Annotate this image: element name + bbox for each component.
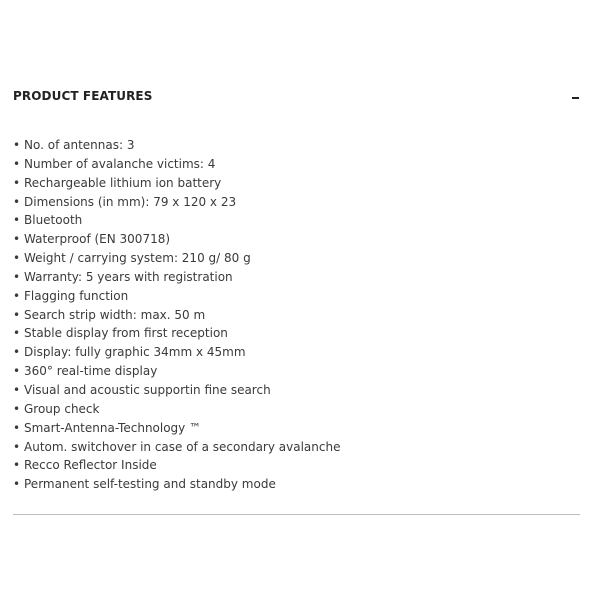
bullet-icon: • [13, 213, 21, 228]
bullet-icon: • [13, 420, 21, 435]
bullet-icon: • [13, 156, 21, 171]
features-list [13, 136, 340, 494]
feature-text: Smart-Antenna-Technology ™ [24, 420, 202, 435]
feature-list-item [13, 287, 340, 306]
feature-text: Number of avalanche victims: 4 [24, 156, 216, 171]
feature-list-item [13, 475, 340, 494]
bullet-icon: • [13, 364, 21, 379]
bullet-icon: • [13, 288, 21, 303]
feature-text: Dimensions (in mm): 79 x 120 x 23 [24, 194, 237, 209]
feature-text: Warranty: 5 years with registration [24, 269, 233, 284]
feature-text: Autom. switchover in case of a secondary avalanche [24, 439, 341, 454]
feature-text: Search strip width: max. 50 m [24, 307, 206, 322]
feature-text: No. of antennas: 3 [24, 138, 135, 152]
feature-list-item [13, 306, 340, 325]
feature-text: 360° real-time display [24, 364, 158, 379]
product-features-section [13, 86, 580, 492]
feature-text: Bluetooth [24, 213, 83, 228]
accordion-header[interactable] [13, 86, 580, 108]
feature-text: Permanent self-testing and standby mode [24, 477, 276, 492]
bullet-icon: • [13, 326, 21, 341]
bullet-icon: • [13, 232, 21, 247]
bullet-icon: • [13, 477, 21, 492]
bullet-icon: • [13, 194, 21, 209]
feature-list-item [13, 230, 340, 249]
bullet-icon: • [13, 251, 21, 266]
feature-text: Flagging function [24, 288, 129, 303]
feature-list-item [13, 249, 340, 268]
feature-list-item [13, 400, 340, 419]
section-title: PRODUCT FEATURES [13, 89, 153, 103]
bullet-icon: • [13, 382, 21, 397]
feature-list-item [13, 438, 340, 457]
feature-list-item [13, 419, 340, 438]
feature-text: Weight / carrying system: 210 g/ 80 g [24, 251, 251, 266]
feature-text: Stable display from first reception [24, 326, 228, 341]
feature-text: Rechargeable lithium ion battery [24, 175, 222, 190]
feature-list-item [13, 211, 340, 230]
feature-list-item [13, 456, 340, 475]
feature-list-item [13, 343, 340, 362]
bullet-icon: • [13, 138, 21, 152]
minus-icon [572, 97, 579, 99]
feature-list-item [13, 136, 340, 155]
feature-list-item [13, 324, 340, 343]
bullet-icon: • [13, 345, 21, 360]
feature-text: Visual and acoustic supportin fine search [24, 382, 271, 397]
feature-text: Recco Reflector Inside [24, 458, 157, 473]
bullet-icon: • [13, 307, 21, 322]
feature-list-item [13, 268, 340, 287]
bullet-icon: • [13, 175, 21, 190]
feature-text: Waterproof (EN 300718) [24, 232, 171, 247]
feature-text: Display: fully graphic 34mm x 45mm [24, 345, 246, 360]
bullet-icon: • [13, 401, 21, 416]
feature-list-item [13, 155, 340, 174]
feature-list-item [13, 381, 340, 400]
bullet-icon: • [13, 458, 21, 473]
feature-list-item [13, 174, 340, 193]
bullet-icon: • [13, 439, 21, 454]
collapse-toggle-button[interactable] [565, 88, 579, 104]
feature-list-item [13, 193, 340, 212]
feature-list-item [13, 362, 340, 381]
feature-text: Group check [24, 401, 100, 416]
section-divider [13, 514, 580, 515]
bullet-icon: • [13, 269, 21, 284]
